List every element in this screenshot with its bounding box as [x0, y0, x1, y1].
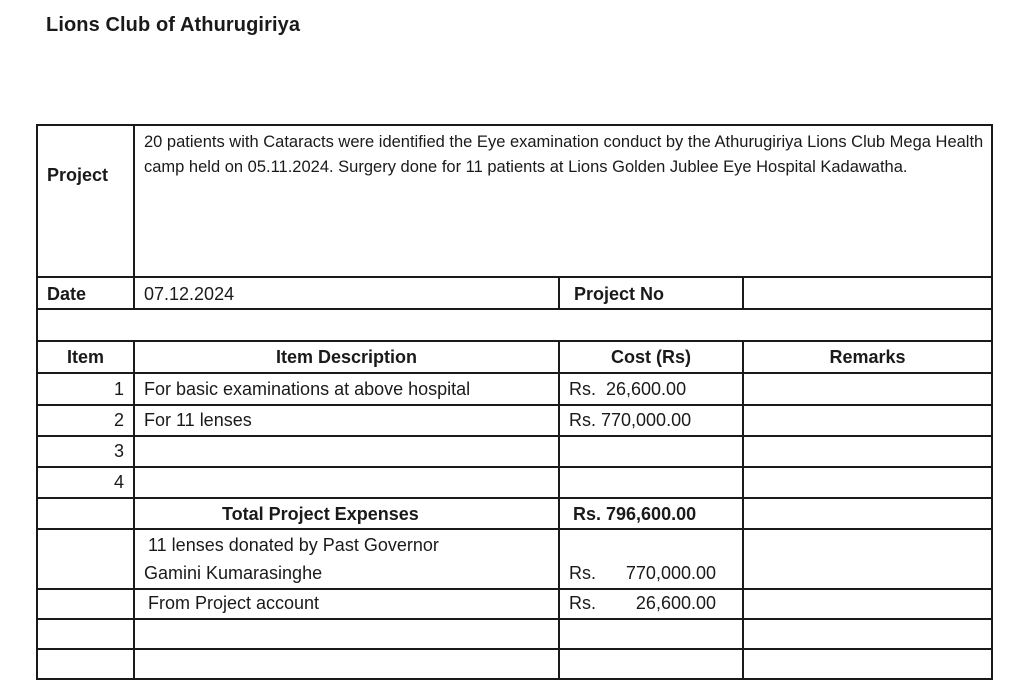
table-col-divider-1-bottom: [133, 340, 135, 680]
funding-1-line-2: Gamini Kumarasinghe: [144, 563, 323, 583]
row-2-cost: Rs. 770,000.00: [569, 410, 692, 430]
header-cost: Cost (Rs): [611, 347, 691, 367]
row-4-item: 4: [113, 472, 124, 492]
row-2-description: For 11 lenses: [144, 410, 252, 430]
row-1-cost: Rs. 26,600.00: [569, 379, 687, 399]
table-border-bottom: [36, 678, 993, 680]
header-description: Item Description: [275, 347, 418, 367]
total-value: Rs. 796,600.00: [573, 504, 697, 524]
project-description: 20 patients with Cataracts were identified the Eye examination conduct by the Athurugiriya Lions Club Mega Health camp held on 05.11.2024. Surgery done for 11 patients at Lions Golden Jublee Eye Hospital Kadawatha.: [144, 133, 984, 176]
funding-2-currency: Rs.: [569, 593, 596, 613]
funding-1-currency: Rs.: [569, 563, 596, 583]
date-value: 07.12.2024: [144, 284, 235, 304]
table-line-after-funding-2: [36, 618, 993, 620]
funding-2-line-1: From Project account: [148, 593, 320, 613]
table-col-divider-1-top: [133, 124, 135, 310]
row-3-item: 3: [113, 441, 124, 461]
row-1-description: For basic examinations at above hospital: [144, 379, 471, 399]
table-line-after-blank-2: [36, 648, 993, 650]
table-col-divider-3-date: [742, 276, 744, 310]
funding-2-amount: 26,600.00: [635, 593, 716, 613]
date-label: Date: [47, 284, 87, 304]
table-line-after-funding-1: [36, 588, 993, 590]
table-col-divider-2-date: [558, 276, 560, 310]
table-line-after-row-1: [36, 404, 993, 406]
row-1-item: 1: [113, 379, 124, 399]
row-2-item: 2: [113, 410, 124, 430]
table-border-left: [36, 124, 38, 680]
table-line-after-row-3: [36, 466, 993, 468]
table-line-after-header: [36, 372, 993, 374]
table-line-after-date: [36, 308, 993, 310]
table-line-after-project: [36, 276, 993, 278]
table-border-top: [36, 124, 993, 126]
table-line-after-blank: [36, 340, 993, 342]
funding-1-line-1: 11 lenses donated by Past Governor: [148, 535, 439, 555]
table-line-after-total: [36, 528, 993, 530]
table-col-divider-3-body: [742, 340, 744, 680]
table-line-after-row-4: [36, 497, 993, 499]
document-title: Lions Club of Athurugiriya: [46, 14, 301, 36]
total-label: Total Project Expenses: [222, 504, 419, 524]
header-item: Item: [66, 347, 104, 367]
header-remarks: Remarks: [829, 347, 906, 367]
project-no-label: Project No: [574, 284, 665, 304]
funding-1-amount: 770,000.00: [625, 563, 716, 583]
table-border-right: [991, 124, 993, 680]
table-col-divider-2-body: [558, 340, 560, 680]
table-line-after-row-2: [36, 435, 993, 437]
project-label: Project: [47, 165, 109, 185]
